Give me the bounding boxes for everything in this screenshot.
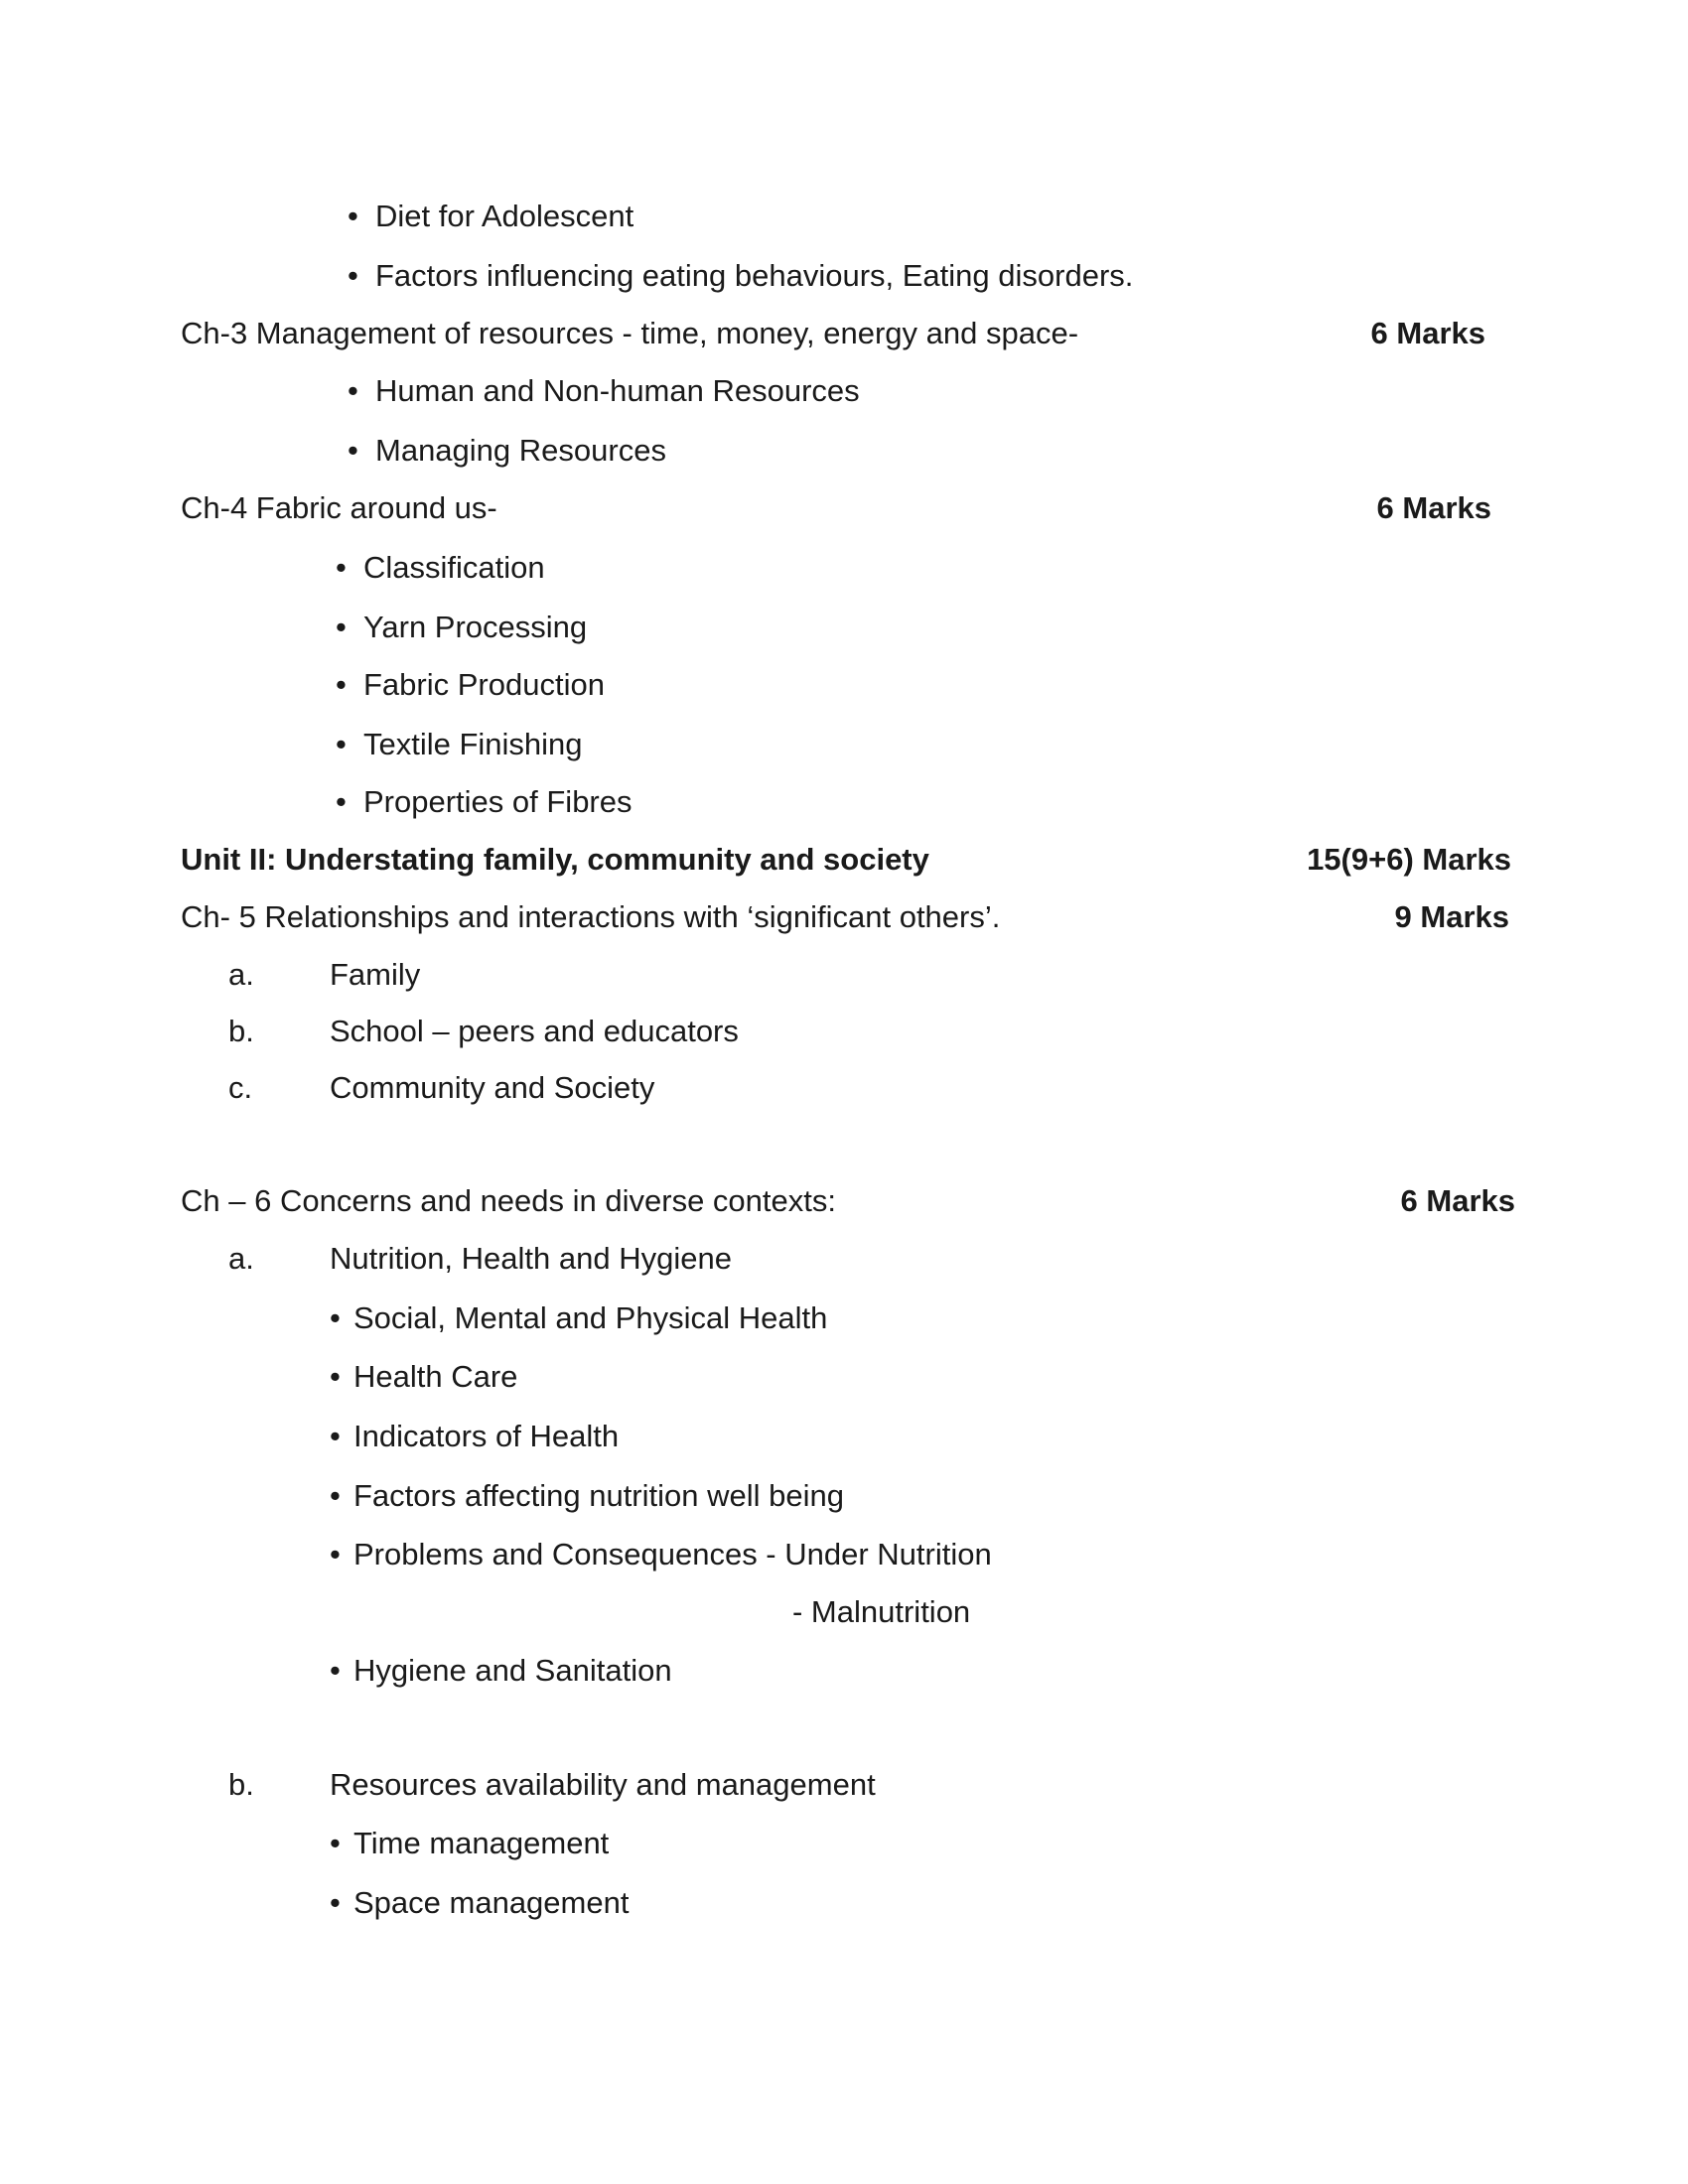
chapter-3-title: Ch-3 Management of resources - time, money, energy and space- [181, 316, 1079, 350]
list-item: • Textile Finishing [336, 725, 583, 764]
list-continuation: - Malnutrition [792, 1594, 971, 1629]
list-item: Family [330, 957, 421, 992]
bullet-icon: • [348, 258, 358, 293]
bullet-icon: • [330, 1419, 341, 1453]
bullet-icon: • [336, 784, 347, 819]
chapter-4-title: Ch-4 Fabric around us- [181, 490, 497, 525]
list-item: • Yarn Processing [336, 608, 587, 647]
bullet-icon: • [336, 727, 347, 761]
list-item: • Problems and Consequences - Under Nutrition [330, 1535, 992, 1574]
list-item: • Managing Resources [348, 431, 666, 471]
bullet-icon: • [330, 1653, 341, 1688]
chapter-6-title: Ch – 6 Concerns and needs in diverse contexts: [181, 1183, 836, 1218]
list-item: • Health Care [330, 1357, 517, 1397]
bullet-icon: • [330, 1826, 341, 1860]
bullet-icon: • [330, 1478, 341, 1513]
list-letter: a. [228, 957, 254, 992]
chapter-4-marks: 6 Marks [1376, 490, 1491, 525]
chapter-5-marks: 9 Marks [1394, 899, 1509, 934]
list-item: Nutrition, Health and Hygiene [330, 1241, 732, 1276]
chapter-5-title: Ch- 5 Relationships and interactions with ‘significant others’. [181, 899, 1001, 934]
unit-2-title: Unit II: Understating family, community and society [181, 842, 929, 877]
list-letter: b. [228, 1767, 254, 1802]
list-letter: a. [228, 1241, 254, 1276]
bullet-icon: • [330, 1300, 341, 1335]
bullet-icon: • [336, 610, 347, 644]
list-item: • Diet for Adolescent [348, 197, 633, 236]
list-letter: b. [228, 1014, 254, 1048]
list-item: • Fabric Production [336, 665, 605, 705]
list-item: Resources availability and management [330, 1767, 876, 1802]
bullet-icon: • [330, 1359, 341, 1394]
bullet-icon: • [336, 550, 347, 585]
list-item: • Human and Non-human Resources [348, 371, 860, 411]
bullet-icon: • [348, 199, 358, 233]
bullet-icon: • [336, 667, 347, 702]
list-item: School – peers and educators [330, 1014, 739, 1048]
list-item: • Factors affecting nutrition well being [330, 1476, 844, 1516]
unit-2-marks: 15(9+6) Marks [1307, 842, 1511, 877]
bullet-icon: • [348, 433, 358, 468]
list-letter: c. [228, 1070, 253, 1105]
list-item: • Time management [330, 1824, 609, 1863]
bullet-icon: • [330, 1885, 341, 1920]
list-item: • Factors influencing eating behaviours, Eating disorders. [348, 256, 1133, 296]
list-item: • Social, Mental and Physical Health [330, 1298, 827, 1338]
bullet-icon: • [330, 1537, 341, 1571]
chapter-3-marks: 6 Marks [1370, 316, 1485, 350]
list-item: • Properties of Fibres [336, 782, 633, 822]
list-item: • Hygiene and Sanitation [330, 1651, 672, 1691]
chapter-6-marks: 6 Marks [1400, 1183, 1515, 1218]
list-item: • Indicators of Health [330, 1417, 619, 1456]
list-item: • Space management [330, 1883, 629, 1923]
list-item: • Classification [336, 548, 545, 588]
bullet-icon: • [348, 373, 358, 408]
list-item: Community and Society [330, 1070, 655, 1105]
